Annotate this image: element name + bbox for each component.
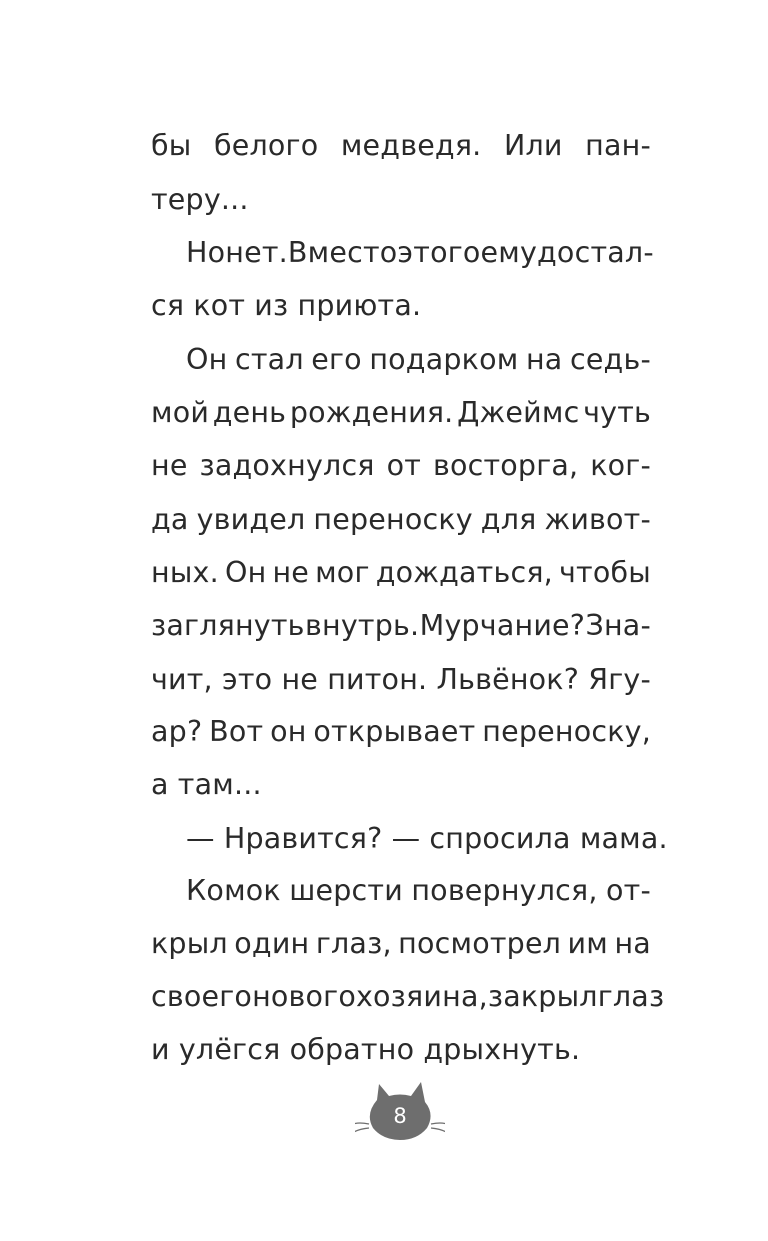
word: им: [567, 927, 608, 960]
word: один: [234, 927, 310, 960]
word: и: [151, 1033, 170, 1066]
word: Он: [224, 556, 267, 589]
word: заглянуть: [151, 609, 305, 642]
word: достал-: [537, 236, 654, 269]
word: мог: [315, 556, 370, 589]
word: теру...: [151, 183, 249, 216]
word: глаз: [597, 980, 665, 1013]
text-line: [151, 715, 651, 748]
word: восторга,: [432, 449, 579, 482]
text-line: [151, 129, 651, 162]
text-line: [151, 1033, 651, 1066]
word: Львёнок?: [436, 663, 580, 696]
word: задохнулся: [199, 449, 375, 482]
word: чуть: [583, 396, 651, 429]
page-number: 8: [393, 1104, 407, 1128]
word: этого: [397, 236, 481, 269]
word: —: [186, 822, 215, 855]
text-line: [151, 449, 651, 482]
word: ему: [480, 236, 538, 269]
word: да: [151, 503, 189, 536]
word: чит,: [151, 663, 213, 696]
word: бы: [151, 129, 192, 162]
word: там...: [177, 768, 262, 801]
word: Ягу-: [588, 663, 651, 696]
word: мама.: [579, 822, 668, 855]
word: а: [151, 768, 169, 801]
text-line: [151, 768, 651, 801]
word: Вот: [209, 715, 264, 748]
text-line: [151, 183, 651, 216]
word: день: [212, 396, 287, 429]
word: живот-: [544, 503, 651, 536]
word: шерсти: [289, 874, 403, 907]
word: от: [386, 449, 422, 482]
word: Мурчание?: [419, 609, 586, 642]
word: увидел: [196, 503, 306, 536]
word: ся: [151, 289, 185, 322]
text-line: [186, 874, 651, 907]
word: белого: [213, 129, 319, 162]
word: Нравится?: [223, 822, 383, 855]
word: стал: [234, 343, 304, 376]
word: нового: [252, 980, 356, 1013]
word: от-: [606, 874, 651, 907]
page-number-badge: [355, 1078, 445, 1148]
word: не: [151, 449, 188, 482]
word: дождаться,: [375, 556, 553, 589]
word: Он: [186, 343, 228, 376]
word: рождения.: [289, 396, 454, 429]
word: на: [525, 343, 563, 376]
word: нет.: [225, 236, 288, 269]
word: на: [614, 927, 651, 960]
word: Вместо: [287, 236, 398, 269]
word: Комок: [186, 874, 281, 907]
text-line: [151, 609, 651, 642]
word: не: [272, 556, 310, 589]
word: его: [311, 343, 362, 376]
word: ар?: [151, 715, 203, 748]
text-line: [186, 822, 668, 855]
text-line: [151, 927, 651, 960]
word: —: [391, 822, 421, 855]
word: открывает: [313, 715, 476, 748]
text-line: [151, 980, 665, 1013]
word: закрыл: [487, 980, 598, 1013]
word: повернулся,: [411, 874, 598, 907]
word: ных.: [151, 556, 219, 589]
text-line: [151, 556, 651, 589]
word: Или: [503, 129, 563, 162]
word: Но: [186, 236, 226, 269]
word: крыл: [151, 927, 228, 960]
word: питон.: [327, 663, 428, 696]
word: Зна-: [585, 609, 651, 642]
word: Джеймс: [457, 396, 580, 429]
word: внутрь.: [305, 609, 420, 642]
word: переноску: [313, 503, 473, 536]
word: переноску,: [482, 715, 651, 748]
word: медведя.: [340, 129, 482, 162]
word: пан-: [585, 129, 651, 162]
word: глаз,: [315, 927, 392, 960]
word: подарком: [369, 343, 519, 376]
word: седь-: [569, 343, 651, 376]
text-line: [151, 663, 651, 696]
word: своего: [151, 980, 253, 1013]
word: чтобы: [559, 556, 651, 589]
word: мой: [151, 396, 210, 429]
word: для: [480, 503, 537, 536]
word: это: [222, 663, 273, 696]
text-line: [151, 289, 651, 322]
word: ког-: [590, 449, 651, 482]
word: он: [270, 715, 307, 748]
word: из: [254, 289, 289, 322]
word: кот: [193, 289, 246, 322]
text-line: [186, 236, 654, 269]
word: приюта.: [297, 289, 422, 322]
word: обратно: [289, 1033, 415, 1066]
text-line: [151, 503, 651, 536]
text-line: [186, 343, 651, 376]
word: не: [281, 663, 319, 696]
word: спросила: [429, 822, 571, 855]
text-line: [151, 396, 651, 429]
word: хозяина,: [355, 980, 488, 1013]
word: улёгся: [178, 1033, 281, 1066]
word: дрыхнуть.: [423, 1033, 581, 1066]
word: посмотрел: [398, 927, 562, 960]
